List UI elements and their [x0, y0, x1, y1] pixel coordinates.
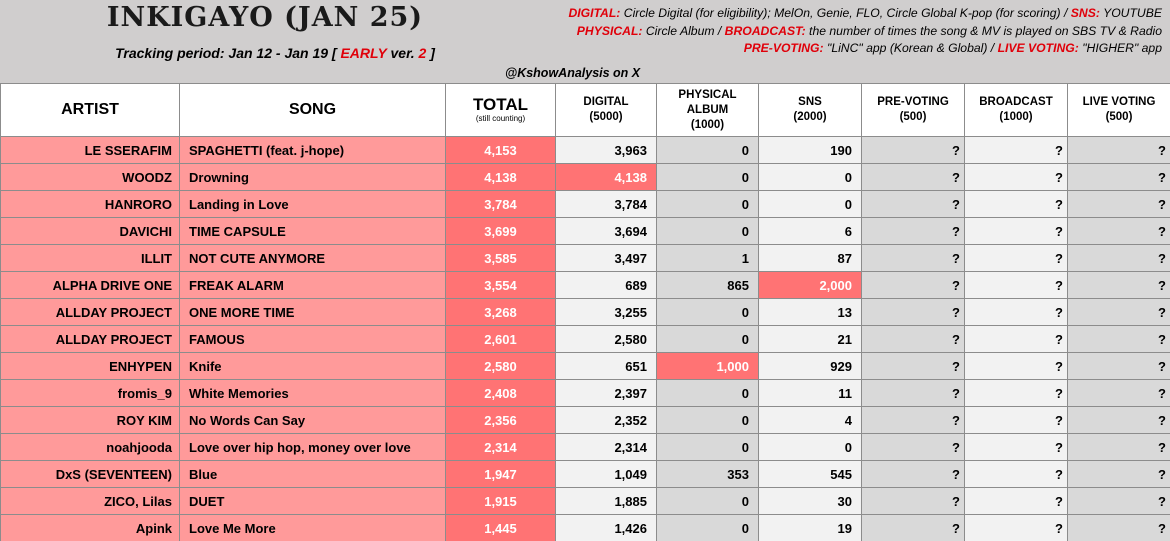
- table-row: [1, 191, 1170, 218]
- prevoting-cell: ?: [862, 326, 965, 353]
- sns-cell: 19: [759, 515, 862, 541]
- physical-cell: 1: [657, 245, 759, 272]
- total-cell: 4,138: [446, 164, 556, 191]
- prevoting-cell: ?: [862, 407, 965, 434]
- livevoting-cell: ?: [1068, 272, 1170, 299]
- broadcast-cell: ?: [965, 218, 1068, 245]
- livevoting-max: (500): [1105, 111, 1133, 123]
- physical-max: (1000): [690, 118, 725, 131]
- prevoting-cell: ?: [862, 218, 965, 245]
- artist-cell: ENHYPEN: [1, 353, 180, 380]
- sns-cell: 0: [759, 191, 862, 218]
- sns-cell: 30: [759, 488, 862, 515]
- total-cell: 2,314: [446, 434, 556, 461]
- broadcast-cell: ?: [965, 272, 1068, 299]
- physical-cell: 353: [657, 461, 759, 488]
- broadcast-cell: ?: [965, 407, 1068, 434]
- artist-cell: ALLDAY PROJECT: [1, 326, 180, 353]
- physical-note-label: PHYSICAL:: [576, 23, 643, 38]
- physical-cell: 0: [657, 191, 759, 218]
- song-cell: Love over hip hop, money over love: [180, 434, 446, 461]
- period-prefix: Tracking period: Jan 12 - Jan 19 [: [115, 45, 341, 61]
- total-cell: 1,915: [446, 488, 556, 515]
- physical-note-text: Circle Album /: [642, 23, 725, 38]
- song-cell: TIME CAPSULE: [180, 218, 446, 245]
- broadcast-cell: ?: [965, 434, 1068, 461]
- sns-note-label: SNS:: [1070, 6, 1100, 20]
- prevoting-cell: ?: [862, 191, 965, 218]
- artist-cell: fromis_9: [1, 380, 180, 407]
- table-row: [1, 326, 1170, 353]
- broadcast-cell: ?: [965, 326, 1068, 353]
- broadcast-cell: ?: [965, 380, 1068, 407]
- total-sublabel: (still counting): [475, 114, 526, 123]
- broadcast-cell: ?: [965, 461, 1068, 488]
- song-cell: ONE MORE TIME: [180, 299, 446, 326]
- digital-cell: 3,963: [556, 137, 657, 164]
- song-cell: White Memories: [180, 380, 446, 407]
- physical-cell: 0: [657, 488, 759, 515]
- total-cell: 2,580: [446, 353, 556, 380]
- livevoting-cell: ?: [1068, 380, 1170, 407]
- broadcast-cell: ?: [965, 164, 1068, 191]
- notes-line-3: [522, 40, 1162, 58]
- digital-cell: 4,138: [556, 164, 657, 191]
- physical-cell: 0: [657, 434, 759, 461]
- sns-note-text: YOUTUBE: [1099, 6, 1162, 20]
- physical-label: PHYSICAL ALBUM: [678, 88, 737, 116]
- broadcast-label: BROADCAST: [979, 96, 1053, 108]
- prevoting-cell: ?: [862, 299, 965, 326]
- sns-cell: 87: [759, 245, 862, 272]
- digital-cell: 3,255: [556, 299, 657, 326]
- table-row: [1, 380, 1170, 407]
- artist-cell: ZICO, Lilas: [1, 488, 180, 515]
- table-row: [1, 515, 1170, 541]
- artist-cell: ALPHA DRIVE ONE: [1, 272, 180, 299]
- table-row: [1, 272, 1170, 299]
- livevoting-cell: ?: [1068, 164, 1170, 191]
- prevoting-cell: ?: [862, 434, 965, 461]
- table-row: [1, 164, 1170, 191]
- header-banner: [0, 0, 1170, 83]
- artist-cell: DAVICHI: [1, 218, 180, 245]
- credit-handle: @KshowAnalysis on X: [505, 66, 641, 80]
- total-cell: 2,601: [446, 326, 556, 353]
- prevoting-cell: ?: [862, 272, 965, 299]
- score-table: [0, 83, 1170, 541]
- livevoting-cell: ?: [1068, 461, 1170, 488]
- broadcast-cell: ?: [965, 137, 1068, 164]
- broadcast-cell: ?: [965, 353, 1068, 380]
- page-title: INKIGAYO (JAN 25): [106, 2, 424, 33]
- broadcast-cell: ?: [965, 245, 1068, 272]
- sns-cell: 11: [759, 380, 862, 407]
- livevoting-cell: ?: [1068, 434, 1170, 461]
- sns-cell: 0: [759, 434, 862, 461]
- artist-cell: ILLIT: [1, 245, 180, 272]
- digital-cell: 2,352: [556, 407, 657, 434]
- sns-cell: 2,000: [759, 272, 862, 299]
- col-header-song: SONG: [180, 84, 446, 137]
- col-header-artist: ARTIST: [1, 84, 180, 137]
- col-header-prevoting: [862, 84, 965, 137]
- physical-cell: 0: [657, 407, 759, 434]
- prevoting-cell: ?: [862, 488, 965, 515]
- broadcast-cell: ?: [965, 191, 1068, 218]
- prevoting-note-label: PRE-VOTING:: [743, 41, 824, 55]
- digital-cell: 3,497: [556, 245, 657, 272]
- livevoting-cell: ?: [1068, 299, 1170, 326]
- prevoting-note-text: "LiNC" app (Korean & Global) /: [823, 41, 998, 55]
- song-cell: No Words Can Say: [180, 407, 446, 434]
- col-header-physical: [657, 84, 759, 137]
- sns-cell: 190: [759, 137, 862, 164]
- col-header-livevoting: [1068, 84, 1170, 137]
- digital-note-text: Circle Digital (for eligibility); MelOn, Genie, FLO, Circle Global K-pop (for scoring) /: [620, 6, 1071, 20]
- broadcast-note-text: the number of times the song & MV is played on SBS TV & Radio: [805, 23, 1162, 38]
- physical-cell: 1,000: [657, 353, 759, 380]
- physical-cell: 0: [657, 164, 759, 191]
- artist-cell: Apink: [1, 515, 180, 541]
- broadcast-cell: ?: [965, 488, 1068, 515]
- digital-cell: 651: [556, 353, 657, 380]
- total-cell: 3,554: [446, 272, 556, 299]
- sns-cell: 545: [759, 461, 862, 488]
- physical-cell: 0: [657, 515, 759, 541]
- digital-cell: 1,049: [556, 461, 657, 488]
- col-header-broadcast: [965, 84, 1068, 137]
- prevoting-label: PRE-VOTING: [877, 96, 949, 108]
- period-ver: ver.: [386, 45, 419, 61]
- livevoting-cell: ?: [1068, 191, 1170, 218]
- artist-cell: noahjooda: [1, 434, 180, 461]
- notes-line-2: [522, 23, 1162, 41]
- artist-cell: ALLDAY PROJECT: [1, 299, 180, 326]
- physical-cell: 0: [657, 137, 759, 164]
- notes-line-1: [522, 5, 1162, 23]
- song-cell: Blue: [180, 461, 446, 488]
- sns-cell: 4: [759, 407, 862, 434]
- song-cell: Landing in Love: [180, 191, 446, 218]
- prevoting-cell: ?: [862, 245, 965, 272]
- prevoting-cell: ?: [862, 461, 965, 488]
- col-header-digital: [556, 84, 657, 137]
- prevoting-cell: ?: [862, 164, 965, 191]
- digital-cell: 3,784: [556, 191, 657, 218]
- physical-cell: 865: [657, 272, 759, 299]
- digital-cell: 2,397: [556, 380, 657, 407]
- total-cell: 4,153: [446, 137, 556, 164]
- digital-cell: 3,694: [556, 218, 657, 245]
- table-row: [1, 245, 1170, 272]
- livevoting-cell: ?: [1068, 326, 1170, 353]
- col-header-total: [446, 84, 556, 137]
- song-cell: DUET: [180, 488, 446, 515]
- artist-cell: ROY KIM: [1, 407, 180, 434]
- livevoting-cell: ?: [1068, 515, 1170, 541]
- header-row: [1, 84, 1170, 137]
- prevoting-max: (500): [899, 111, 927, 123]
- total-label: TOTAL: [472, 95, 529, 114]
- period-version-number: 2: [418, 45, 427, 61]
- livevoting-cell: ?: [1068, 407, 1170, 434]
- artist-cell: LE SSERAFIM: [1, 137, 180, 164]
- broadcast-max: (1000): [999, 111, 1033, 123]
- physical-cell: 0: [657, 326, 759, 353]
- artist-cell: DxS (SEVENTEEN): [1, 461, 180, 488]
- sns-cell: 6: [759, 218, 862, 245]
- physical-cell: 0: [657, 380, 759, 407]
- table-row: [1, 407, 1170, 434]
- livevoting-cell: ?: [1068, 137, 1170, 164]
- digital-cell: 1,885: [556, 488, 657, 515]
- prevoting-cell: ?: [862, 137, 965, 164]
- sns-max: (2000): [793, 111, 827, 123]
- total-cell: 3,699: [446, 218, 556, 245]
- total-cell: 2,356: [446, 407, 556, 434]
- digital-cell: 2,580: [556, 326, 657, 353]
- song-cell: Knife: [180, 353, 446, 380]
- prevoting-cell: ?: [862, 380, 965, 407]
- broadcast-cell: ?: [965, 515, 1068, 541]
- table-row: [1, 299, 1170, 326]
- livevoting-cell: ?: [1068, 488, 1170, 515]
- sns-label: SNS: [798, 96, 822, 108]
- artist-cell: WOODZ: [1, 164, 180, 191]
- sns-cell: 0: [759, 164, 862, 191]
- artist-cell: HANRORO: [1, 191, 180, 218]
- livevoting-label: LIVE VOTING: [1082, 96, 1156, 108]
- table-row: [1, 218, 1170, 245]
- broadcast-note-label: BROADCAST:: [724, 23, 806, 38]
- digital-cell: 689: [556, 272, 657, 299]
- col-header-sns: [759, 84, 862, 137]
- physical-cell: 0: [657, 299, 759, 326]
- livevoting-cell: ?: [1068, 245, 1170, 272]
- table-body: [1, 137, 1170, 541]
- broadcast-cell: ?: [965, 299, 1068, 326]
- prevoting-cell: ?: [862, 353, 965, 380]
- tracking-period: [0, 45, 550, 61]
- total-cell: 2,408: [446, 380, 556, 407]
- total-cell: 1,445: [446, 515, 556, 541]
- total-cell: 3,585: [446, 245, 556, 272]
- song-cell: SPAGHETTI (feat. j-hope): [180, 137, 446, 164]
- table-row: [1, 137, 1170, 164]
- table-row: [1, 461, 1170, 488]
- period-suffix: ]: [426, 45, 435, 61]
- digital-cell: 1,426: [556, 515, 657, 541]
- sns-cell: 13: [759, 299, 862, 326]
- song-cell: FAMOUS: [180, 326, 446, 353]
- song-cell: NOT CUTE ANYMORE: [180, 245, 446, 272]
- livevoting-cell: ?: [1068, 353, 1170, 380]
- period-early: EARLY: [340, 45, 387, 61]
- prevoting-cell: ?: [862, 515, 965, 541]
- digital-cell: 2,314: [556, 434, 657, 461]
- livevoting-note-label: LIVE VOTING:: [997, 41, 1079, 55]
- total-cell: 1,947: [446, 461, 556, 488]
- table-row: [1, 488, 1170, 515]
- livevoting-cell: ?: [1068, 218, 1170, 245]
- digital-label: DIGITAL: [583, 96, 629, 108]
- sns-cell: 929: [759, 353, 862, 380]
- livevoting-note-text: "HIGHER" app: [1078, 41, 1162, 55]
- digital-note-label: DIGITAL:: [568, 6, 621, 20]
- song-cell: FREAK ALARM: [180, 272, 446, 299]
- scoring-notes: [522, 5, 1162, 58]
- table-row: [1, 353, 1170, 380]
- digital-max: (5000): [589, 111, 623, 123]
- table-row: [1, 434, 1170, 461]
- total-cell: 3,268: [446, 299, 556, 326]
- sns-cell: 21: [759, 326, 862, 353]
- physical-cell: 0: [657, 218, 759, 245]
- total-cell: 3,784: [446, 191, 556, 218]
- song-cell: Drowning: [180, 164, 446, 191]
- song-cell: Love Me More: [180, 515, 446, 541]
